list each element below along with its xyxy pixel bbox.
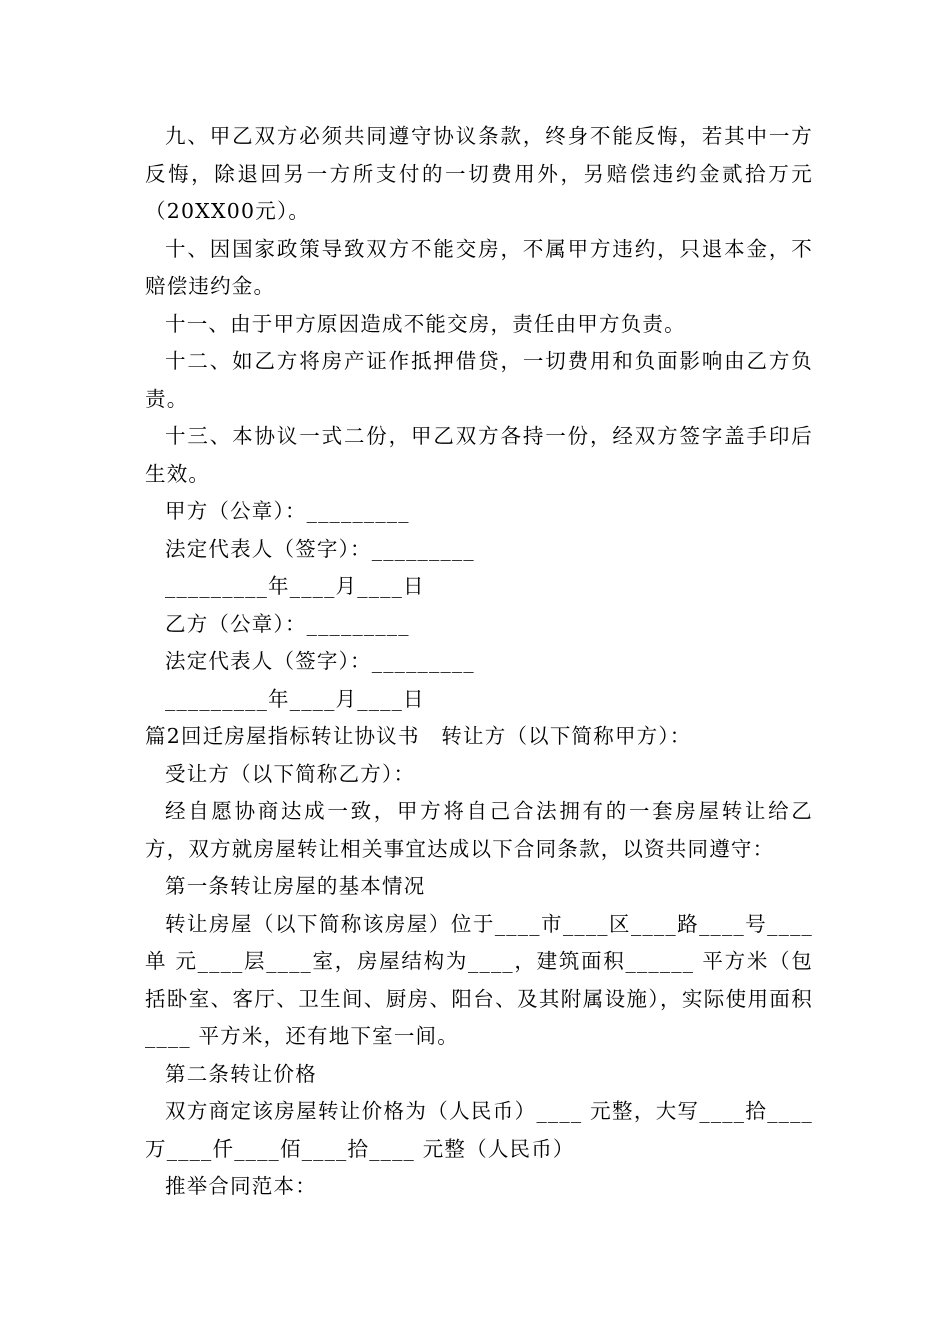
article1-title: 第一条转让房屋的基本情况 xyxy=(165,874,426,898)
party-b-rep-signature-line: 法定代表人（签字）：_________ xyxy=(165,649,475,673)
section2-heading: 篇2回迁房屋指标转让协议书 转让方（以下简称甲方）： xyxy=(145,724,692,748)
party-b-seal-line: 乙方（公章）：_________ xyxy=(165,611,410,636)
party-a-date-line: _________年____月____日 xyxy=(165,574,425,598)
clause-10: 十、因国家政策导致双方不能交房，不属甲方违约，只退本金，不赔偿违约金。 xyxy=(145,236,813,298)
party-a-seal-line: 甲方（公章）：_________ xyxy=(165,499,410,523)
article2-title: 第二条转让价格 xyxy=(165,1061,317,1086)
party-a-rep-signature-line: 法定代表人（签字）：_________ xyxy=(165,536,475,561)
article2-body: 双方商定该房屋转让价格为（人民币）____ 元整，大写____拾____万____仟____佰____拾____ 元整（人民币） xyxy=(145,1099,813,1161)
clause-11: 十一、由于甲方原因造成不能交房，责任由甲方负责。 xyxy=(165,311,686,336)
clause-9: 九、甲乙双方必须共同遵守协议条款，终身不能反悔，若其中一方反悔，除退回另一方所支付的一切费用外，另赔偿违约金贰拾万元（20XX00元）。 xyxy=(145,124,813,223)
document-page xyxy=(145,118,813,1206)
transferee-line: 受让方（以下简称乙方）： xyxy=(165,761,416,786)
template-note: 推举合同范本： xyxy=(165,1174,317,1198)
party-b-date-line: _________年____月____日 xyxy=(165,686,425,711)
clause-12: 十二、如乙方将房产证作抵押借贷，一切费用和负面影响由乙方负责。 xyxy=(145,349,813,411)
article1-body: 转让房屋（以下简称该房屋）位于____市____区____路____号____单 元____层____室，房屋结构为____，建筑面积______ 平方米（包括卧室、客厅、卫生间、厨房、阳台、及其附属设施），实际使用面积____ 平方米，还有地下室一间。 xyxy=(145,911,813,1048)
agreement-intro: 经自愿协商达成一致，甲方将自己合法拥有的一套房屋转让给乙方，双方就房屋转让相关事宜达成以下合同条款，以资共同遵守： xyxy=(145,799,813,861)
clause-13: 十三、本协议一式二份，甲乙双方各持一份，经双方签字盖手印后生效。 xyxy=(145,424,813,486)
